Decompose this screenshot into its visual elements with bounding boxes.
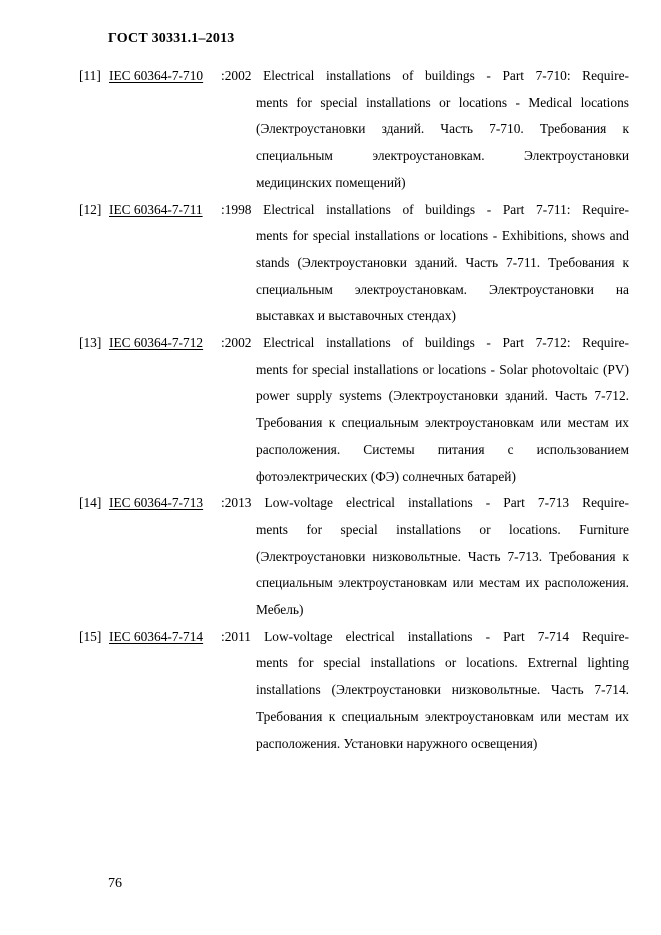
reference-first-line-text: :2011 Low-voltage electrical installations - Part 7-714 Require- <box>221 628 629 644</box>
reference-description: ments for special installations or locations - Exhibitions, shows and stands (Электроустановки зданий. Часть 7-711. Требования к специальным электроустановкам. Электроустановки на выставках и выставочных стендах) <box>256 228 629 324</box>
reference-list <box>0 63 661 757</box>
reference-first-line <box>0 63 661 90</box>
reference-code-link[interactable]: IEC 60364-7-714 <box>109 628 204 644</box>
reference-first-line <box>0 490 661 517</box>
reference-entry-12 <box>0 197 661 331</box>
reference-number: [11] <box>79 68 101 83</box>
reference-code-link[interactable]: IEC 60364-7-711 <box>109 201 203 217</box>
reference-description: ments for special installations or locations. Extrernal lighting installations (Электроустановки низковольтные. Часть 7-714. Требования к специальным электроустановкам или местам их расположения. Установки наружного освещения) <box>256 655 629 751</box>
reference-first-line-text: :1998 Electrical installations of buildings - Part 7-711: Require- <box>221 201 629 217</box>
reference-description: ments for special installations or locations. Furniture (Электроустановки низковольтные. Часть 7-713. Требования к специальным электроустановкам или местам их расположения. Мебель) <box>256 521 629 617</box>
reference-entry-15 <box>0 624 661 758</box>
reference-entry-11 <box>0 63 661 197</box>
reference-code-link[interactable]: IEC 60364-7-713 <box>109 495 204 511</box>
reference-code-link[interactable]: IEC 60364-7-712 <box>109 335 204 350</box>
reference-first-line <box>0 197 661 224</box>
reference-first-line-text: :2002 Electrical installations of buildings - Part 7-712: Require- <box>221 335 629 350</box>
reference-number: [13] <box>79 335 102 350</box>
reference-first-line <box>0 330 661 357</box>
reference-description: ments for special installations or locations - Medical locations (Электроустановки зданий. Часть 7-710. Требования к специальным электроустановкам. Электроустановки медицинских помещений) <box>256 94 629 190</box>
reference-number: [15] <box>79 628 102 644</box>
page-number: 76 <box>108 876 122 891</box>
reference-entry-14 <box>0 490 661 624</box>
reference-entry-13 <box>0 330 661 490</box>
reference-code-link[interactable]: IEC 60364-7-710 <box>109 68 204 83</box>
document-header: ГОСТ 30331.1–2013 <box>108 31 235 46</box>
reference-number: [12] <box>79 201 102 217</box>
reference-number: [14] <box>79 495 102 511</box>
reference-first-line-text: :2002 Electrical installations of buildings - Part 7-710: Require- <box>221 68 629 83</box>
reference-first-line <box>0 624 661 651</box>
reference-first-line-text: :2013 Low-voltage electrical installations - Part 7-713 Require- <box>221 495 629 511</box>
reference-description: ments for special installations or locations - Solar photovoltaic (PV) power supply systems (Электроустановки зданий. Часть 7-712. Требования к специальным электроустановкам или местам их расположения. Системы питания с использованием фотоэлектрических (ФЭ) солнечных батарей) <box>256 361 629 484</box>
